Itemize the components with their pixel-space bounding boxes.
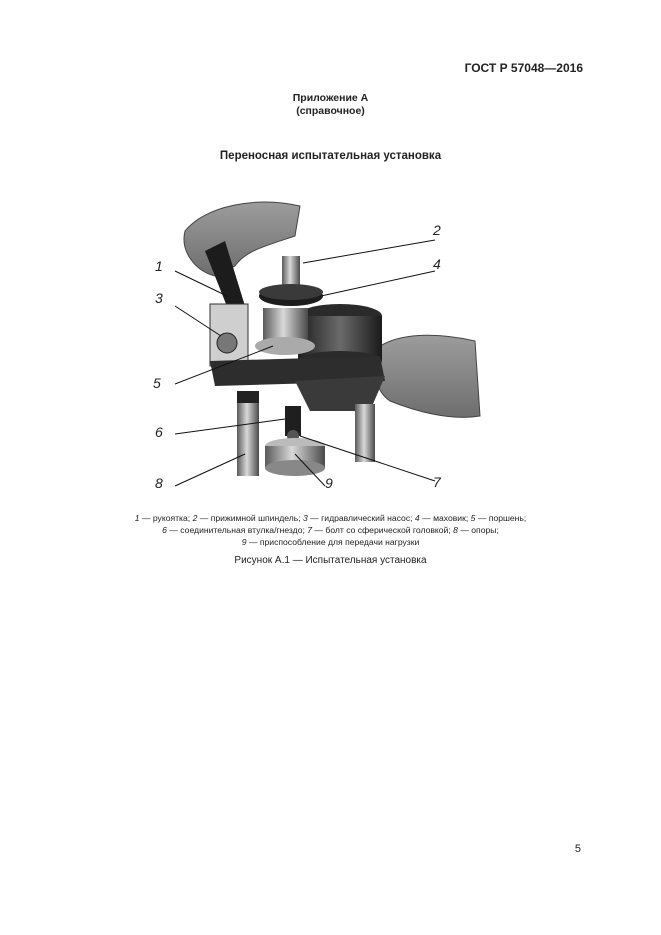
right-hand bbox=[375, 335, 480, 417]
test-rig-figure bbox=[145, 196, 490, 496]
callout-5: 5 bbox=[153, 375, 161, 391]
callout-6: 6 bbox=[155, 424, 163, 440]
legend-line bbox=[0, 512, 661, 524]
legend-num: 8 bbox=[453, 525, 458, 535]
legend-text: — прижимной шпиндель; bbox=[197, 513, 303, 523]
legend-num: 1 bbox=[134, 513, 140, 523]
callout-9: 9 bbox=[325, 475, 333, 491]
figure-title: Рисунок А.1 — Испытательная установка bbox=[234, 555, 427, 566]
legend-num: 6 bbox=[162, 525, 167, 535]
legend-text: — опоры; bbox=[457, 525, 499, 535]
legend-line bbox=[0, 524, 661, 536]
test-rig-illustration bbox=[145, 196, 490, 496]
standard-code: ГОСТ Р 57048—2016 bbox=[464, 61, 583, 75]
legend-num: 3 bbox=[303, 513, 308, 523]
callout-7: 7 bbox=[433, 474, 441, 490]
legend-text: — маховик; bbox=[419, 513, 471, 523]
legend-text: — приспособление для передачи нагрузки bbox=[246, 537, 420, 547]
legend-num: 2 bbox=[192, 513, 198, 523]
legend-num: 7 bbox=[307, 525, 313, 535]
callout-8: 8 bbox=[155, 475, 163, 491]
section-title: Переносная испытательная установка bbox=[219, 150, 442, 162]
legend-text: — соединительная втулка/гнездо; bbox=[166, 525, 308, 535]
appendix-subtitle: (справочное) bbox=[296, 105, 365, 117]
callout-3: 3 bbox=[155, 290, 163, 306]
legend-num: 9 bbox=[241, 537, 247, 547]
appendix-title: Приложение А bbox=[292, 92, 369, 104]
figure-legend bbox=[0, 512, 661, 548]
legend-text: — болт со сферической головкой; bbox=[312, 525, 454, 535]
appendix-heading bbox=[0, 92, 661, 118]
support-leg-left bbox=[237, 391, 259, 476]
legend-text: — поршень; bbox=[475, 513, 527, 523]
legend-line bbox=[0, 536, 661, 548]
legend-num: 4 bbox=[414, 513, 420, 523]
legend-text: — рукоятка; bbox=[139, 513, 193, 523]
page-number: 5 bbox=[574, 843, 581, 855]
support-leg-right bbox=[355, 404, 375, 462]
legend-text: — гидравлический насос; bbox=[307, 513, 415, 523]
callout-2: 2 bbox=[433, 222, 441, 238]
callout-4: 4 bbox=[433, 256, 441, 272]
legend-num: 5 bbox=[470, 513, 476, 523]
callout-1: 1 bbox=[155, 258, 163, 274]
